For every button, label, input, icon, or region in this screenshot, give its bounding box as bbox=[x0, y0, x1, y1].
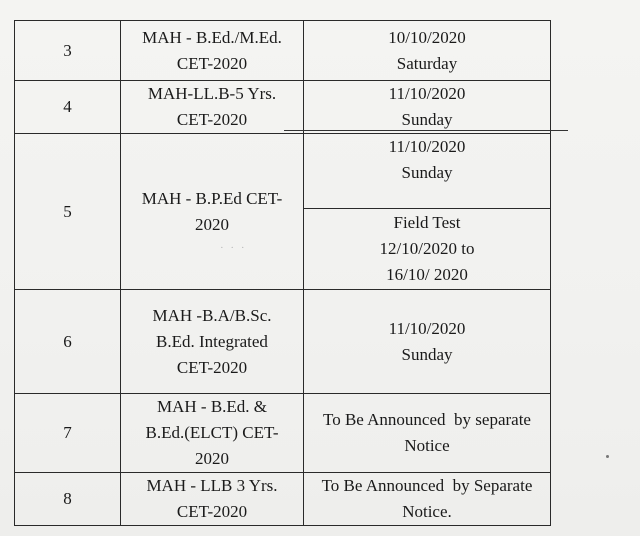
exam-date-line: 10/10/2020 bbox=[388, 27, 466, 47]
exam-schedule-table bbox=[14, 20, 551, 526]
exam-name-line: B.Ed.(ELCT) CET- bbox=[145, 423, 279, 442]
announcement-text: Notice bbox=[404, 436, 450, 455]
exam-date bbox=[304, 290, 551, 394]
exam-name-line: MAH - B.Ed. & bbox=[156, 397, 268, 416]
exam-date bbox=[304, 81, 551, 134]
exam-date-line: 11/10/2020 bbox=[388, 137, 466, 156]
exam-day-line: Sunday bbox=[304, 107, 550, 133]
announcement-text: To Be Announced by separate bbox=[323, 410, 531, 429]
exam-name-line: CET-2020 bbox=[176, 110, 248, 129]
serial-number: 3 bbox=[15, 21, 121, 81]
exam-name bbox=[121, 81, 304, 134]
serial-number: 5 bbox=[15, 134, 121, 290]
exam-name-line: MAH -B.A/B.Sc. bbox=[152, 305, 272, 325]
faint-scan-mark: · · · bbox=[220, 242, 247, 254]
field-test-date-range: 12/10/2020 to bbox=[379, 239, 475, 258]
exam-day-line: Saturday bbox=[396, 53, 458, 73]
exam-name bbox=[121, 21, 304, 81]
exam-date bbox=[304, 473, 551, 526]
exam-day-line: Sunday bbox=[401, 163, 453, 182]
exam-name-line: MAH - B.P.Ed CET- bbox=[141, 188, 283, 208]
field-test-cell bbox=[304, 209, 551, 290]
field-test-date-range: 16/10/ 2020 bbox=[386, 265, 468, 284]
exam-date-line: 11/10/2020 bbox=[388, 318, 466, 338]
exam-name-line: CET-2020 bbox=[176, 357, 248, 377]
table-row bbox=[15, 473, 551, 526]
exam-name bbox=[121, 134, 304, 290]
exam-name-line: CET-2020 bbox=[176, 502, 248, 521]
exam-name-line: CET-2020 bbox=[176, 53, 248, 73]
announcement-text: To Be Announced by Separate bbox=[321, 476, 533, 495]
exam-name-line: 2020 bbox=[195, 214, 229, 234]
exam-name-line: MAH - B.Ed./M.Ed. bbox=[142, 27, 282, 47]
exam-name bbox=[121, 394, 304, 473]
table-row bbox=[15, 394, 551, 473]
serial-number: 6 bbox=[15, 290, 121, 394]
exam-day-line: Sunday bbox=[401, 344, 453, 364]
exam-name-line: B.Ed. Integrated bbox=[156, 331, 268, 351]
exam-name bbox=[121, 290, 304, 394]
announcement-text: Notice. bbox=[402, 502, 452, 521]
exam-date-line: 11/10/2020 bbox=[388, 84, 466, 103]
exam-name-line: MAH-LL.B-5 Yrs. bbox=[147, 84, 277, 103]
exam-date bbox=[304, 394, 551, 473]
field-test-label: Field Test bbox=[393, 213, 461, 232]
exam-date bbox=[304, 21, 551, 81]
exam-name-line: MAH - LLB 3 Yrs. bbox=[146, 476, 278, 495]
table-row bbox=[15, 290, 551, 394]
serial-number: 8 bbox=[15, 473, 121, 526]
table-row bbox=[15, 81, 551, 134]
exam-name-line: 2020 bbox=[195, 449, 229, 468]
exam-date bbox=[304, 134, 551, 209]
table-row bbox=[15, 21, 551, 81]
scan-dot bbox=[606, 455, 609, 458]
serial-number: 4 bbox=[15, 81, 121, 134]
serial-number: 7 bbox=[15, 394, 121, 473]
table-row bbox=[15, 134, 551, 209]
exam-name bbox=[121, 473, 304, 526]
